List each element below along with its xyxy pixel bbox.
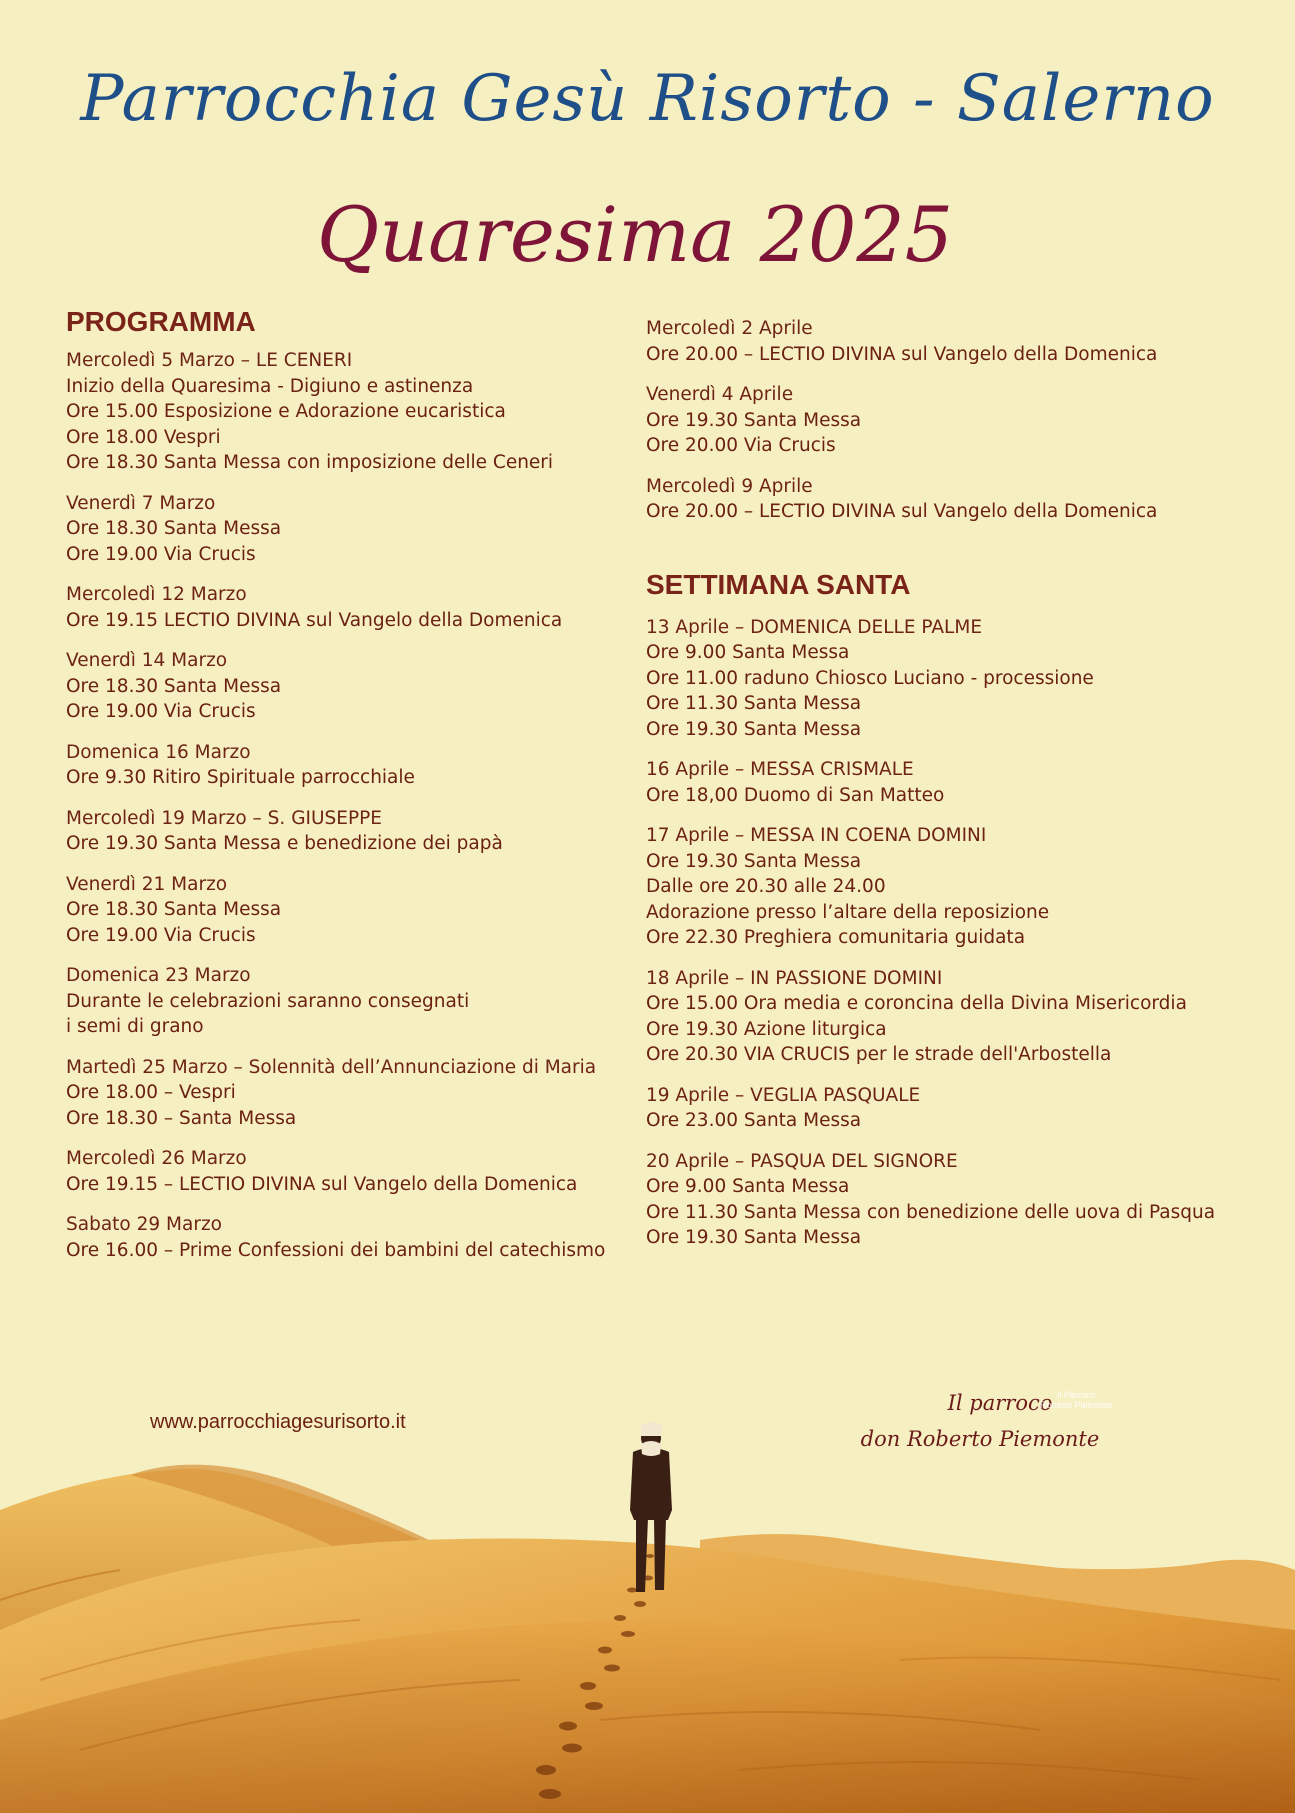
schedule-entry-line: Adorazione presso l’altare della reposizione <box>646 901 1050 923</box>
schedule-entry-date: Venerdì 14 Marzo <box>66 650 228 671</box>
schedule-entry-date: Sabato 29 Marzo <box>66 1214 222 1235</box>
schedule-entry-line: Ore 19.30 Santa Messa <box>646 850 862 872</box>
schedule-entry-date: Domenica 23 Marzo <box>66 965 251 986</box>
settimana-santa-events <box>646 615 1246 1251</box>
schedule-entry <box>66 740 646 791</box>
schedule-entry <box>646 474 1246 525</box>
schedule-entry-line: Ore 19.15 LECTIO DIVINA sul Vangelo della Domenica <box>66 609 563 631</box>
schedule-entry-line: Ore 11.30 Santa Messa <box>646 693 862 714</box>
schedule-entry <box>66 1055 646 1132</box>
schedule-entry <box>66 872 646 949</box>
schedule-entry <box>646 615 1246 743</box>
schedule-entry-date: Mercoledì 12 Marzo <box>66 584 247 605</box>
schedule-entry-date: 20 Aprile – PASQUA DEL SIGNORE <box>646 1150 958 1172</box>
schedule-entry-line: Ore 15.00 Esposizione e Adorazione eucaristica <box>66 401 506 422</box>
schedule-entry-line: Ore 9.00 Santa Messa <box>646 642 850 663</box>
schedule-entry <box>66 1212 646 1263</box>
schedule-entry-line: Ore 18.30 – Santa Messa <box>66 1107 297 1129</box>
settimana-santa-heading: SETTIMANA SANTA <box>646 568 911 600</box>
programma-events <box>66 348 646 1263</box>
schedule-entry <box>646 382 1246 459</box>
schedule-entry-line: Ore 20.00 – LECTIO DIVINA sul Vangelo della Domenica <box>646 343 1158 365</box>
schedule-entry-line: Ore 9.00 Santa Messa <box>646 1176 850 1197</box>
schedule-entry <box>66 963 646 1040</box>
schedule-entry-date: 16 Aprile – MESSA CRISMALE <box>646 759 914 780</box>
schedule-entry-line: i semi di grano <box>66 1016 204 1037</box>
schedule-entry <box>646 1083 1246 1134</box>
schedule-entry-date: Venerdì 7 Marzo <box>66 492 216 514</box>
schedule-entry-line: Ore 16.00 – Prime Confessioni dei bambini del catechismo <box>66 1239 606 1261</box>
schedule-entry-date: Venerdì 21 Marzo <box>66 873 228 895</box>
schedule-entry-line: Ore 9.30 Ritiro Spirituale parrocchiale <box>66 767 415 788</box>
schedule-entry-line: Ore 19.00 Via Crucis <box>66 543 256 565</box>
schedule-entry <box>66 348 646 476</box>
aprile-events <box>646 316 1246 525</box>
schedule-entry-line: Ore 18.00 – Vespri <box>66 1082 236 1103</box>
schedule-entry-line: Dalle ore 20.30 alle 24.00 <box>646 876 886 897</box>
schedule-entry-line: Ore 19.00 Via Crucis <box>66 701 256 722</box>
schedule-entry-line: Ore 19.30 Azione liturgica <box>646 1018 887 1040</box>
schedule-entry-line: Inizio della Quaresima - Digiuno e astinenza <box>66 375 474 397</box>
signature-name: don Roberto Piemonte <box>860 1427 1100 1451</box>
schedule-entry-date: Martedì 25 Marzo – Solennità dell’Annunciazione di Maria <box>66 1056 597 1078</box>
schedule-entry-line: Ore 20.00 – LECTIO DIVINA sul Vangelo della Domenica <box>646 501 1158 522</box>
schedule-entry-line: Ore 19.30 Santa Messa <box>646 1227 862 1248</box>
schedule-entry <box>646 757 1246 808</box>
schedule-entry-line: Ore 19.30 Santa Messa e benedizione dei papà <box>66 833 503 854</box>
schedule-entry-date: Mercoledì 26 Marzo <box>66 1148 247 1169</box>
schedule-entry-line: Ore 18.30 Santa Messa <box>66 518 282 539</box>
website-url: www.parrocchiagesurisorto.it <box>150 1411 406 1433</box>
schedule-entry-line: Ore 22.30 Preghiera comunitaria guidata <box>646 927 1026 948</box>
schedule-entry <box>646 823 1246 951</box>
schedule-entry-line: Ore 18,00 Duomo di San Matteo <box>646 784 945 806</box>
schedule-entry <box>646 316 1246 367</box>
stamp-line2: Roberto Piemonte <box>1040 1400 1113 1410</box>
signature-title: Il parroco <box>947 1391 1053 1415</box>
schedule-entry-line: Ore 18.00 Vespri <box>66 426 221 448</box>
schedule-entry-line: Ore 11.00 raduno Chiosco Luciano - processione <box>646 667 1094 689</box>
schedule-entry-date: Mercoledì 19 Marzo – S. GIUSEPPE <box>66 807 382 829</box>
parish-title: Parrocchia Gesù Risorto - Salerno <box>80 62 1215 136</box>
desert-dunes-illustration <box>0 1300 1295 1813</box>
schedule-entry-line: Ore 11.30 Santa Messa con benedizione delle uova di Pasqua <box>646 1201 1216 1223</box>
schedule-entry-date: Mercoledì 2 Aprile <box>646 318 813 339</box>
schedule-entry-line: Ore 19.00 Via Crucis <box>66 924 256 946</box>
schedule-entry-date: Domenica 16 Marzo <box>66 741 251 763</box>
schedule-entry-date: 17 Aprile – MESSA IN COENA DOMINI <box>646 825 987 846</box>
signature-stamp <box>1040 1390 1113 1410</box>
schedule-entry-line: Ore 23.00 Santa Messa <box>646 1110 862 1131</box>
schedule-entry-line: Ore 18.30 Santa Messa <box>66 675 282 697</box>
schedule-entry-line: Ore 15.00 Ora media e coroncina della Divina Misericordia <box>646 993 1187 1014</box>
schedule-entry <box>66 806 646 857</box>
schedule-entry-date: Mercoledì 9 Aprile <box>646 475 813 497</box>
schedule-entry <box>66 648 646 725</box>
program-column-right <box>646 316 1246 1266</box>
schedule-entry-line: Ore 20.30 VIA CRUCIS per le strade dell'Arbostella <box>646 1044 1112 1065</box>
schedule-entry-line: Ore 20.00 Via Crucis <box>646 435 836 456</box>
schedule-entry-date: 19 Aprile – VEGLIA PASQUALE <box>646 1084 921 1106</box>
schedule-entry <box>66 1146 646 1197</box>
schedule-entry-line: Ore 19.30 Santa Messa <box>646 409 862 431</box>
schedule-entry-date: Venerdì 4 Aprile <box>646 384 794 405</box>
schedule-entry-line: Ore 19.30 Santa Messa <box>646 718 862 740</box>
schedule-entry <box>66 582 646 633</box>
schedule-entry-line: Ore 18.30 Santa Messa <box>66 899 282 920</box>
schedule-entry-line: Durante le celebrazioni saranno consegnati <box>66 990 470 1012</box>
schedule-entry-date: Mercoledì 5 Marzo – LE CENERI <box>66 350 353 371</box>
stamp-line1: Il Parroco <box>1057 1390 1096 1400</box>
schedule-entry-date: 13 Aprile – DOMENICA DELLE PALME <box>646 616 983 638</box>
schedule-entry-line: Ore 18.30 Santa Messa con imposizione delle Ceneri <box>66 452 554 473</box>
poster-title: Quaresima 2025 <box>316 190 954 279</box>
schedule-entry-date: 18 Aprile – IN PASSIONE DOMINI <box>646 967 943 989</box>
schedule-entry-line: Ore 19.15 – LECTIO DIVINA sul Vangelo della Domenica <box>66 1173 578 1195</box>
schedule-entry <box>66 491 646 568</box>
schedule-entry <box>646 1149 1246 1251</box>
schedule-entry <box>646 966 1246 1068</box>
programma-heading: PROGRAMMA <box>66 306 256 337</box>
program-column-left <box>66 306 646 1278</box>
